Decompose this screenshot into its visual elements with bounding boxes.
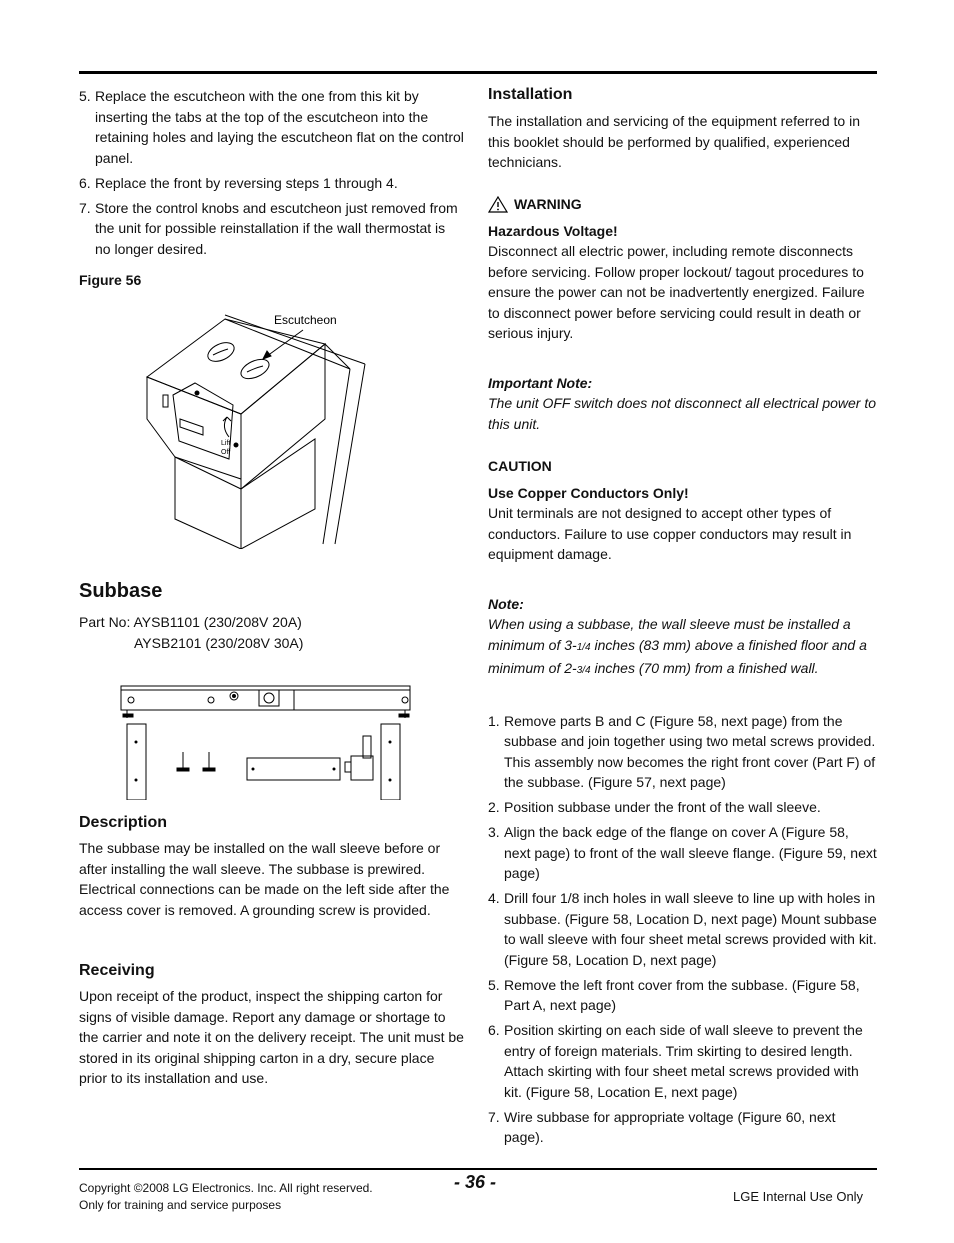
part-numbers	[79, 612, 303, 653]
fraction-three-quarter-inch: 1/4	[576, 641, 591, 653]
list-item: 4. Drill four 1/8 inch holes in wall sleeve to line up with holes in subbase. (Figure 58, Location D, next page) Mount subbase to wall sleeve with four sheet metal screws provided with kit. (Figure 58, Location D, next page)	[488, 890, 877, 968]
footer-left	[79, 1180, 373, 1214]
note-text: When using a subbase, the wall sleeve must be installed a minimum of 3-1/4 inches (83 mm) above a finished floor and a minimum of 2-3/4 inches (70 mm) from a finished wall.	[488, 616, 867, 676]
warning-label-row	[488, 196, 878, 213]
copyright-text: Copyright ©2008 LG Electronics. Inc. All right reserved.	[79, 1181, 373, 1195]
part-no-line-1: Part No: AYSB1101 (230/208V 20A)	[79, 614, 302, 630]
off-label: Off	[221, 449, 231, 456]
description-heading: Description	[79, 814, 168, 831]
figure-56-escutcheon-illustration	[145, 309, 445, 549]
page-number: - 36 -	[454, 1172, 497, 1192]
purpose-text: Only for training and service purposes	[79, 1198, 282, 1212]
warning-label: WARNING	[514, 196, 582, 212]
receiving-text: Upon receipt of the product, inspect the shipping carton for signs of visible damage. Report any damage or shortage to the carrier and note it on the delivery receipt. The unit must be stored in its original shipping carton in a dry, secure place prior to its installation and use.	[79, 988, 464, 1086]
list-item: 3. Align the back edge of the flange on cover A (Figure 58, next page) to front of the wall sleeve flange. (Figure 59, next page)	[488, 824, 877, 881]
footer-rule	[79, 1168, 877, 1170]
figure-56-label: Figure 56	[79, 272, 142, 288]
list-item: 7. Wire subbase for appropriate voltage (Figure 60, next page).	[488, 1108, 836, 1145]
installation-steps	[488, 711, 878, 1148]
lift-label: Lift	[221, 440, 231, 447]
receiving-heading: Receiving	[79, 962, 155, 979]
warning-triangle-icon	[488, 196, 508, 213]
caution-label: CAUTION	[488, 458, 552, 474]
escutcheon-steps	[79, 86, 464, 259]
installation-text: The installation and servicing of the equipment referred to in this booklet should be performed by qualified, experienced technicians.	[488, 113, 860, 170]
internal-use-text: LGE Internal Use Only	[733, 1189, 864, 1204]
important-note-title: Important Note:	[488, 374, 593, 391]
installation-heading: Installation	[488, 86, 573, 103]
list-item: 2. Position subbase under the front of the wall sleeve.	[488, 799, 821, 815]
subbase-parts-illustration	[119, 682, 419, 800]
right-column	[488, 86, 878, 1152]
note-title: Note:	[488, 595, 524, 612]
important-note-text: The unit OFF switch does not disconnect all electrical power to this unit.	[488, 395, 877, 432]
escutcheon-callout: Escutcheon	[274, 313, 337, 327]
caution-title: Use Copper Conductors Only!	[488, 484, 689, 501]
description-text: The subbase may be installed on the wall sleeve before or after installing the wall sleeve. The subbase is prewired. Electrical connections can be made on the left side after the access cover is removed. A grounding screw is provided.	[79, 840, 450, 918]
receiving-section	[79, 962, 464, 1089]
caution-text: Unit terminals are not designed to accept other types of conductors. Failure to use copper conductors may result in equipment damage.	[488, 505, 852, 562]
list-item: 6. Position skirting on each side of wall sleeve to prevent the entry of foreign materials. Trim skirting to desired length. Attach skirting with four sheet metal screws provided with kit. (Figure 58, Location E, next page)	[488, 1022, 863, 1100]
list-item: 1. Remove parts B and C (Figure 58, next page) from the subbase and join together using two metal screws provided. This assembly now becomes the right front cover (Part F) of the subbase. (Figure 57, next page)	[488, 712, 876, 790]
subbase-heading: Subbase	[79, 580, 163, 602]
list-item: 5. Remove the left front cover from the subbase. (Figure 58, Part A, next page)	[488, 976, 860, 1013]
list-item: 7. Store the control knobs and escutcheon just removed from the unit for possible reinstallation if the wall thermostat is no longer desired.	[79, 199, 458, 257]
list-item: 6. Replace the front by reversing steps 1 through 4.	[79, 174, 398, 191]
warning-text: Disconnect all electric power, including remote disconnects before servicing. Follow proper lockout/ tagout procedures to ensure the power can not be inadvertently energized. Failure to disconnect power before servicing could result in death or serious injury.	[488, 243, 865, 341]
left-column	[79, 86, 464, 1086]
header-rule	[79, 71, 877, 74]
fraction-two-three-quarter-inch: 3/4	[576, 665, 591, 676]
part-no-line-2: AYSB2101 (230/208V 30A)	[134, 634, 304, 651]
list-item: 5. Replace the escutcheon with the one from this kit by inserting the tabs at the top of the escutcheon into the retaining holes and laying the escutcheon flat on the control panel.	[79, 88, 464, 166]
warning-title: Hazardous Voltage!	[488, 222, 618, 239]
description-section	[79, 814, 464, 920]
